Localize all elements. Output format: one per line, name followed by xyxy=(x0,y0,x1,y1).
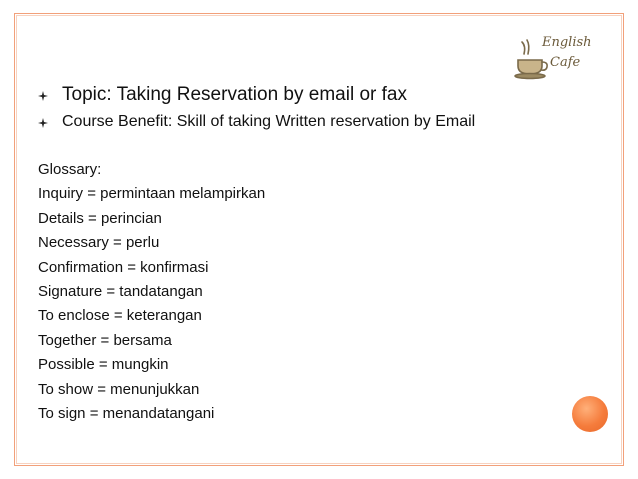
topic-bullet xyxy=(38,84,407,106)
glossary-item: Confirmation = konfirmasi xyxy=(38,258,209,276)
logo-text-line1: English xyxy=(542,35,592,50)
logo-text-line2: Cafe xyxy=(550,55,581,70)
orange-circle-decoration xyxy=(572,396,608,432)
glossary-item: Together = bersama xyxy=(38,331,172,349)
glossary-item: Inquiry = permintaan melampirkan xyxy=(38,185,266,203)
glossary-item: To sign = menandatangani xyxy=(38,404,215,422)
glossary-item: To enclose = keterangan xyxy=(38,307,202,325)
glossary-list xyxy=(38,158,265,426)
glossary-item: Necessary = perlu xyxy=(38,234,160,252)
benefit-text: Course Benefit: Skill of taking Written reservation by Email xyxy=(62,113,476,130)
english-cafe-logo xyxy=(512,24,592,84)
glossary-heading: Glossary: xyxy=(38,161,102,178)
glossary-item: Possible = mungkin xyxy=(38,356,169,374)
benefit-bullet xyxy=(38,113,475,131)
diamond-bullet-icon xyxy=(38,91,48,101)
diamond-bullet-icon xyxy=(38,118,48,128)
glossary-item: To show = menunjukkan xyxy=(38,380,200,398)
glossary-item: Details = perincian xyxy=(38,209,162,227)
glossary-item: Signature = tandatangan xyxy=(38,282,203,300)
topic-text: Topic: Taking Reservation by email or fax xyxy=(62,84,407,105)
